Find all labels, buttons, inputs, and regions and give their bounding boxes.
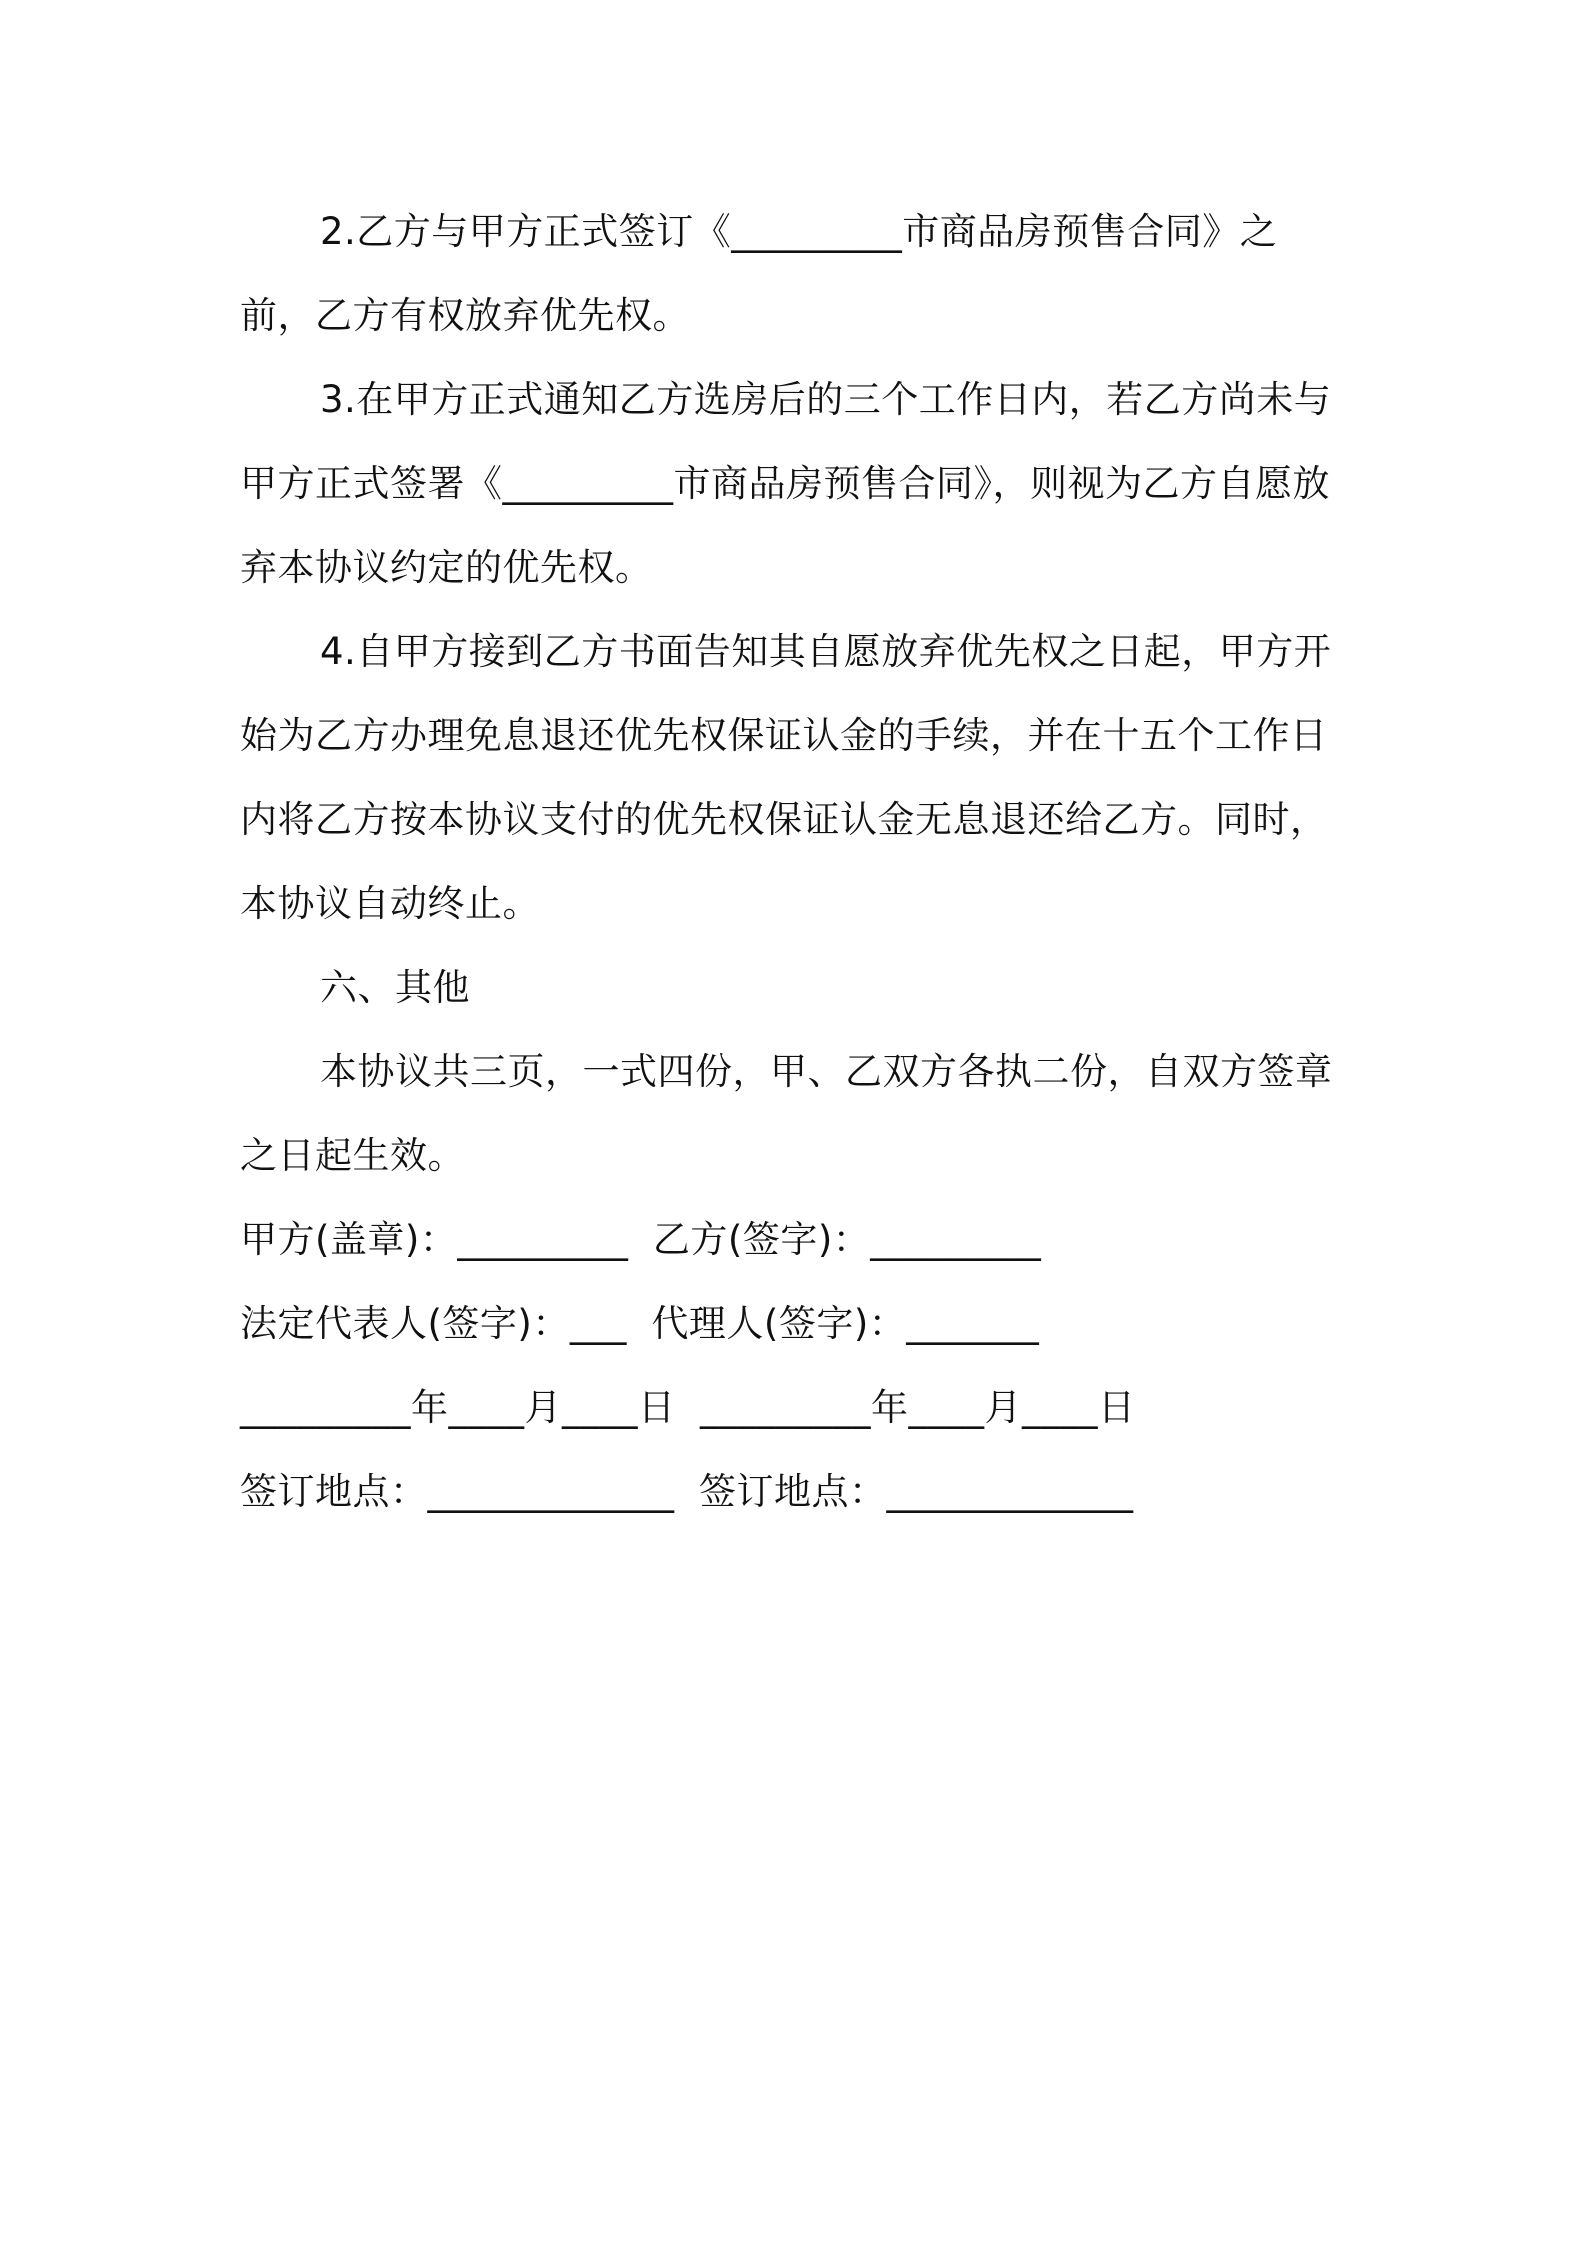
document-body xyxy=(240,190,1350,1534)
clause-3: 3.在甲方正式通知乙方选房后的三个工作日内，若乙方尚未与甲方正式签署《_________市商品房预售合同》，则视为乙方自愿放弃本协议约定的优先权。 xyxy=(240,378,1332,589)
signature-line-locations: 签订地点：_____________ 签订地点：_____________ xyxy=(240,1470,1134,1513)
signature-line-dates: _________年____月____日 _________年____月____日 xyxy=(240,1386,1136,1429)
section-heading-other: 六、其他 xyxy=(320,966,470,1009)
clause-2: 2.乙方与甲方正式签订《_________市商品房预售合同》之前，乙方有权放弃优先权。 xyxy=(240,210,1278,337)
agreement-effect-paragraph: 本协议共三页，一式四份，甲、乙双方各执二份，自双方签章之日起生效。 xyxy=(240,1050,1333,1177)
signature-line-representatives: 法定代表人(签字)：___ 代理人(签字)：_______ xyxy=(240,1302,1040,1345)
clause-4: 4.自甲方接到乙方书面告知其自愿放弃优先权之日起，甲方开始为乙方办理免息退还优先权保证认金的手续，并在十五个工作日内将乙方按本协议支付的优先权保证认金无息退还给乙方。同时，本协议自动终止。 xyxy=(240,630,1332,925)
signature-line-parties: 甲方(盖章)：_________ 乙方(签字)：_________ xyxy=(240,1218,1042,1261)
